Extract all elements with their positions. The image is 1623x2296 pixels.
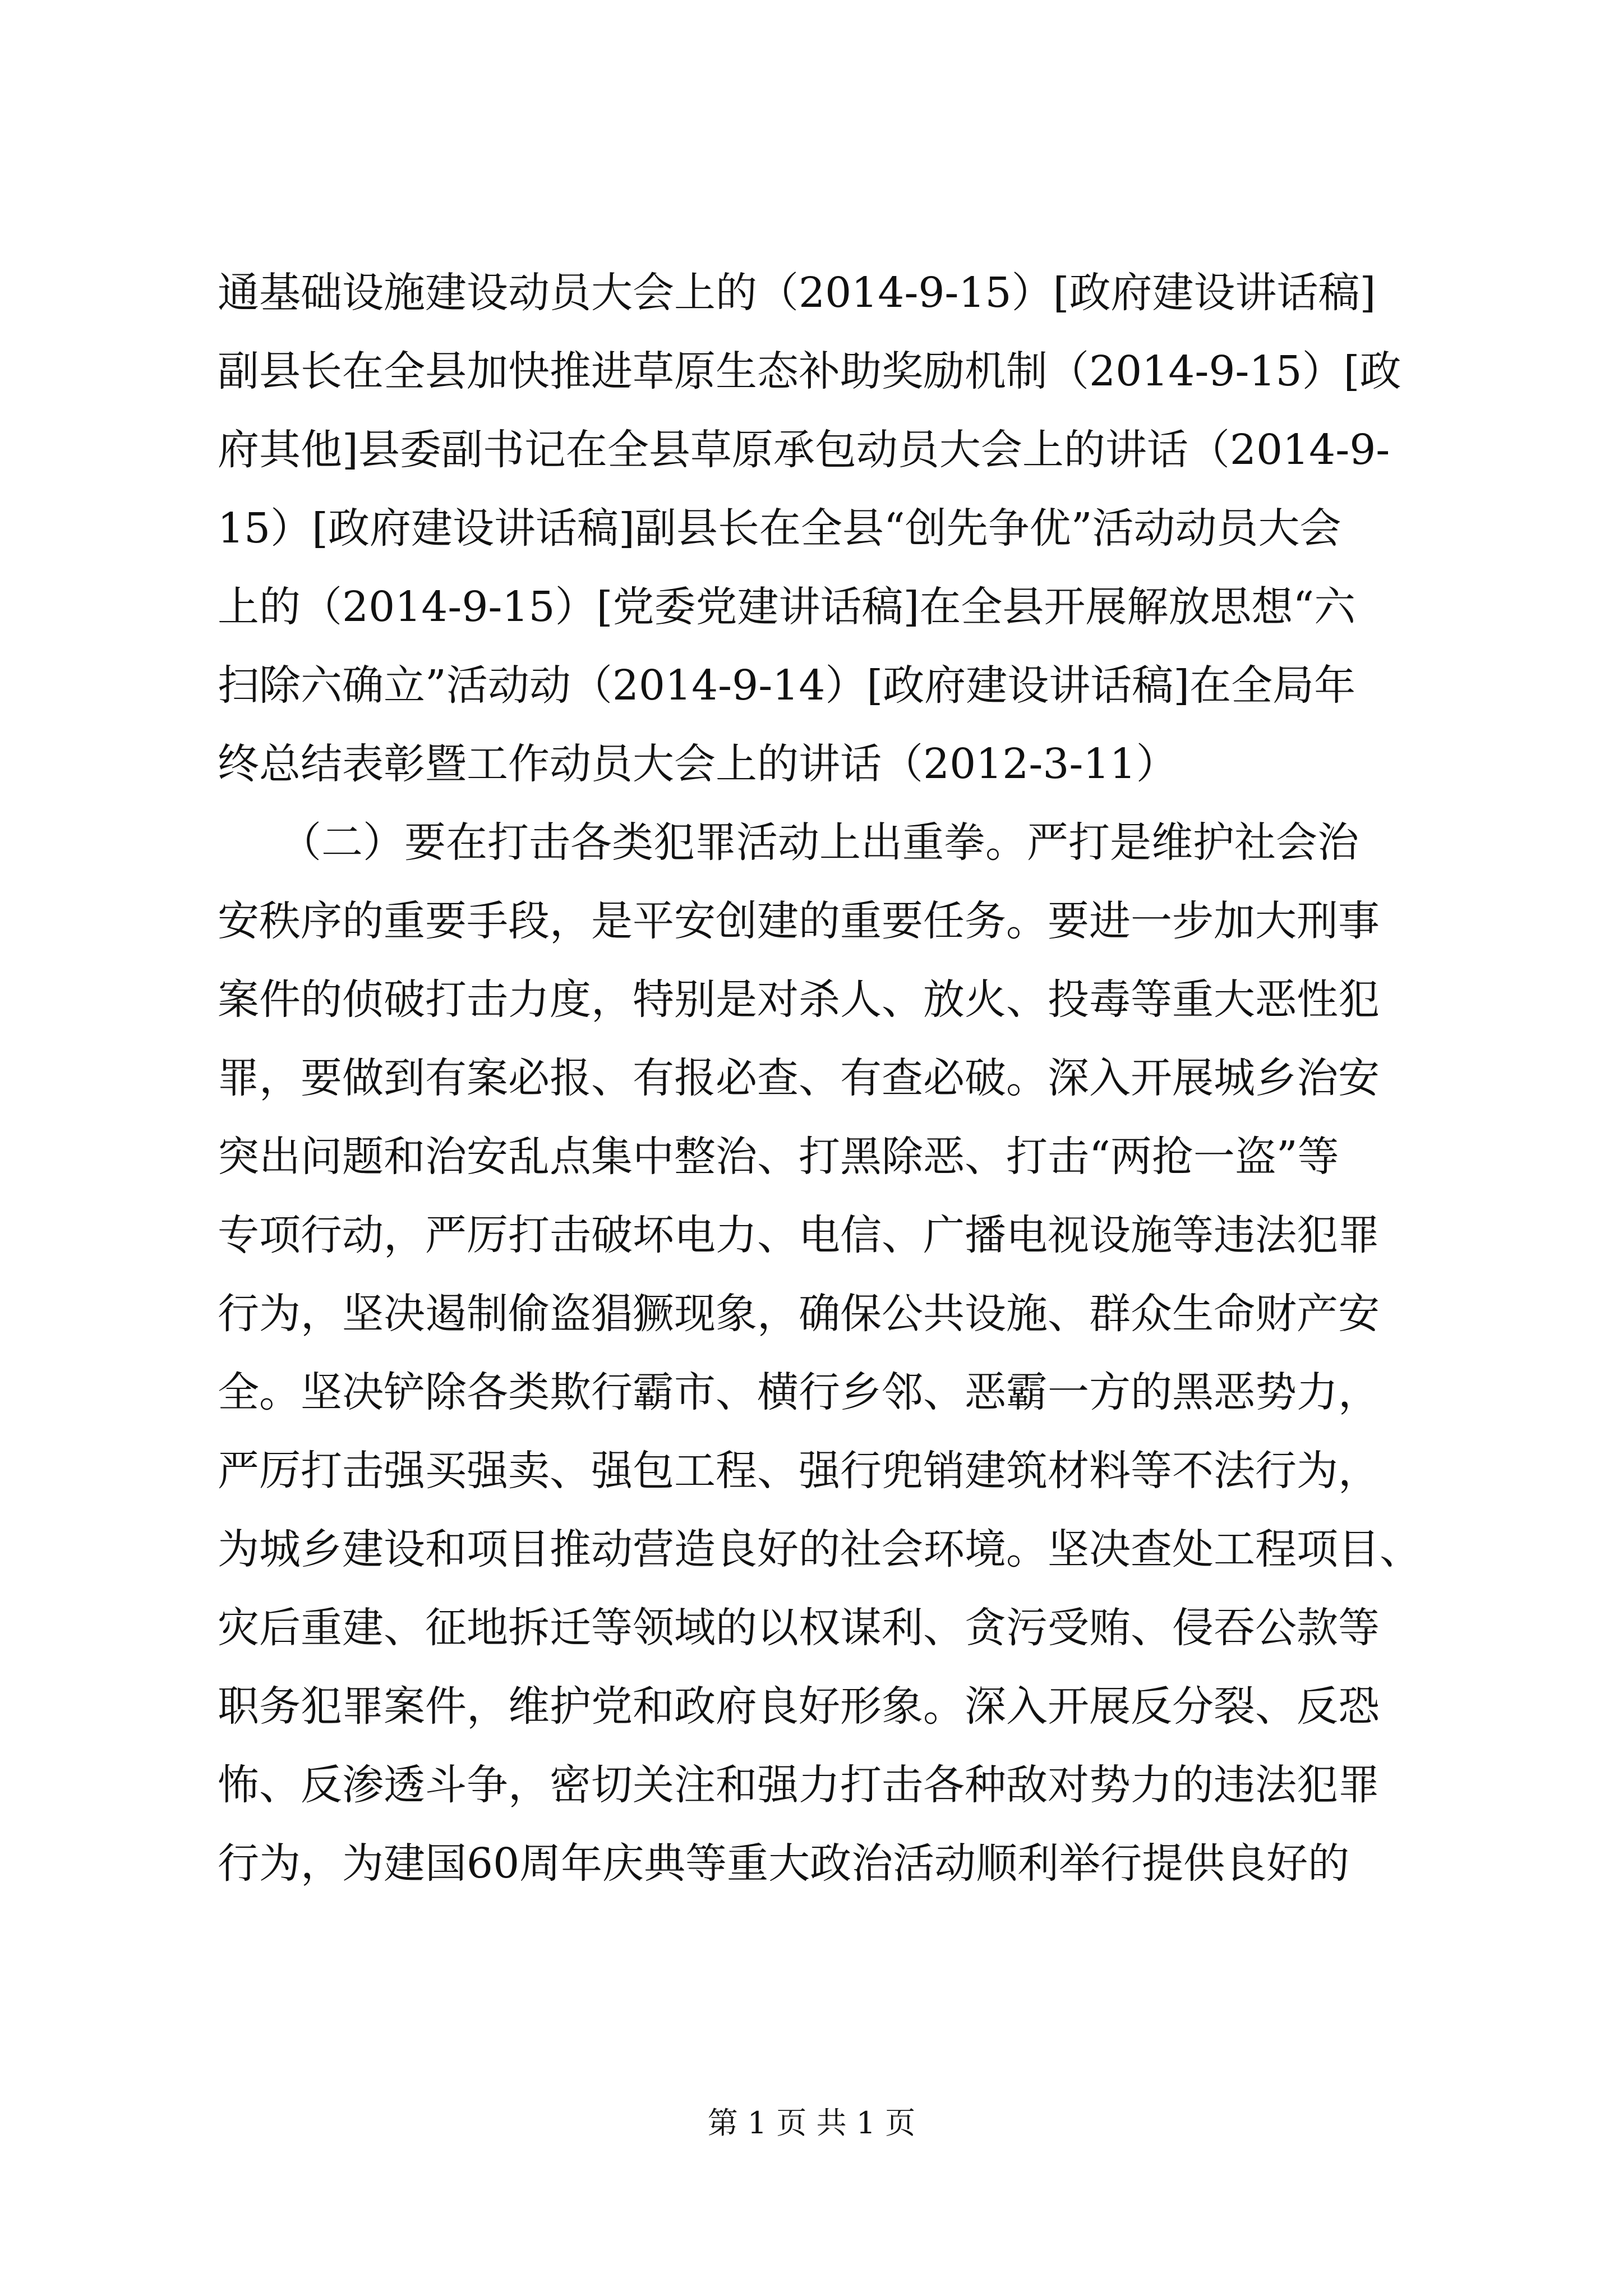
- page-footer: 第 1 页 共 1 页: [707, 2105, 916, 2141]
- paragraph-first-line: （二）要在打击各类犯罪活动上出重拳。严打是维护社会治: [218, 818, 1359, 867]
- text-line: 终总结表彰暨工作动员大会上的讲话（2012-3-11）: [218, 740, 1178, 788]
- text-line: 为城乡建设和项目推动营造良好的社会环境。坚决查处工程项目、: [218, 1525, 1421, 1573]
- text-line: 扫除六确立”活动动（2014-9-14）[政府建设讲话稿]在全局年: [218, 661, 1356, 710]
- text-line: 府其他]县委副书记在全县草原承包动员大会上的讲话（2014-9-: [218, 426, 1390, 474]
- text-line: 灾后重建、征地拆迁等领域的以权谋利、贪污受贿、侵吞公款等: [218, 1604, 1380, 1652]
- text-line: 案件的侦破打击力度，特别是对杀人、放火、投毒等重大恶性犯: [218, 976, 1380, 1024]
- text-line: 通基础设施建设动员大会上的（2014-9-15）[政府建设讲话稿]: [218, 269, 1376, 317]
- text-line: 副县长在全县加快推进草原生态补助奖励机制（2014-9-15）[政: [218, 347, 1401, 395]
- text-line: 全。坚决铲除各类欺行霸市、横行乡邻、恶霸一方的黑恶势力，: [218, 1368, 1380, 1416]
- text-line: 怖、反渗透斗争，密切关注和强力打击各种敌对势力的违法犯罪: [218, 1761, 1380, 1809]
- body-text: [218, 254, 1421, 1903]
- text-line: 15）[政府建设讲话稿]副县长在全县“创先争优”活动动员大会: [218, 504, 1341, 553]
- text-line: 行为，坚决遏制偷盗猖獗现象，确保公共设施、群众生命财产安: [218, 1290, 1380, 1338]
- text-line: 突出问题和治安乱点集中整治、打黑除恶、打击“两抢一盗”等: [218, 1133, 1339, 1181]
- text-line: 专项行动，严厉打击破坏电力、电信、广播电视设施等违法犯罪: [218, 1211, 1380, 1259]
- text-line: 上的（2014-9-15）[党委党建讲话稿]在全县开展解放思想“六: [218, 583, 1356, 631]
- text-line: 安秩序的重要手段，是平安创建的重要任务。要进一步加大刑事: [218, 897, 1380, 945]
- text-line: 严厉打击强买强卖、强包工程、强行兜销建筑材料等不法行为，: [218, 1447, 1380, 1495]
- text-line: 罪，要做到有案必报、有报必查、有查必破。深入开展城乡治安: [218, 1054, 1380, 1102]
- text-line: 行为，为建国60周年庆典等重大政治活动顺利举行提供良好的: [218, 1839, 1350, 1888]
- text-line: 职务犯罪案件，维护党和政府良好形象。深入开展反分裂、反恐: [218, 1682, 1380, 1731]
